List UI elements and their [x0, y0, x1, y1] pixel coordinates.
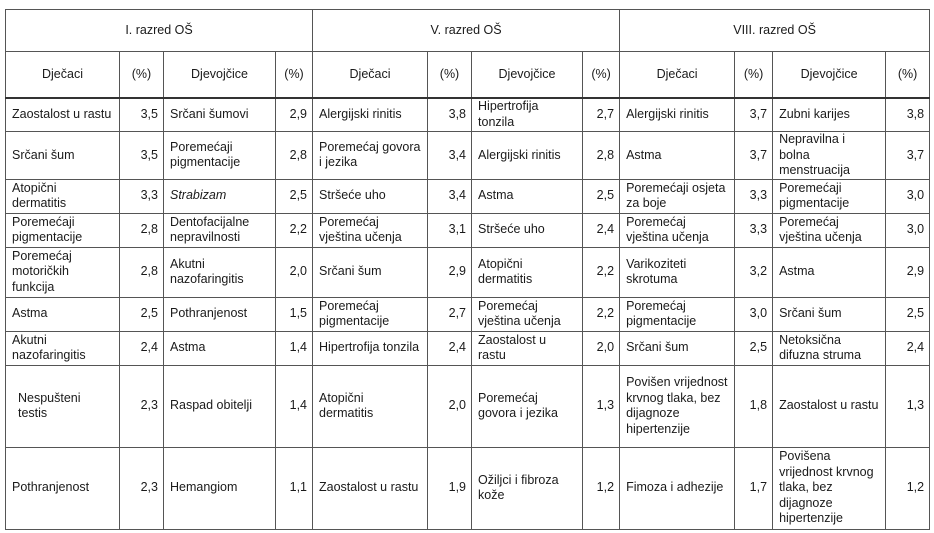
percent-cell: 2,5 [120, 297, 164, 331]
condition-cell: Poremećaj govora i jezika [313, 132, 428, 180]
grade-header-viii: VIII. razred OŠ [620, 10, 930, 52]
condition-cell: Pothranjenost [6, 447, 120, 529]
percent-cell: 3,0 [886, 213, 930, 247]
col-header-pct: (%) [886, 52, 930, 98]
percent-cell: 2,9 [276, 98, 313, 132]
condition-cell: Netoksična difuzna struma [773, 331, 886, 365]
col-header-girls: Djevojčice [773, 52, 886, 98]
condition-cell: Nespušteni testis [6, 365, 120, 447]
percent-cell: 2,5 [735, 331, 773, 365]
percent-cell: 2,9 [428, 247, 472, 297]
condition-cell: Zubni karijes [773, 98, 886, 132]
percent-cell: 2,8 [276, 132, 313, 180]
percent-cell: 3,0 [886, 179, 930, 213]
percent-cell: 1,8 [735, 365, 773, 447]
percent-cell: 1,5 [276, 297, 313, 331]
col-header-pct: (%) [583, 52, 620, 98]
condition-cell: Zaostalost u rastu [472, 331, 583, 365]
grade-header-v: V. razred OŠ [313, 10, 620, 52]
percent-cell: 2,2 [583, 297, 620, 331]
percent-cell: 1,1 [276, 447, 313, 529]
table-row [6, 297, 930, 331]
percent-cell: 1,7 [735, 447, 773, 529]
percent-cell: 2,4 [583, 213, 620, 247]
prevalence-table [5, 9, 930, 530]
condition-cell: Atopični dermatitis [472, 247, 583, 297]
percent-cell: 2,8 [120, 213, 164, 247]
percent-cell: 1,3 [583, 365, 620, 447]
condition-cell: Hipertrofija tonzila [472, 98, 583, 132]
condition-cell: Poremećaji osjeta za boje [620, 179, 735, 213]
condition-cell: Astma [620, 132, 735, 180]
condition-cell: Astma [472, 179, 583, 213]
condition-cell: Srčani šum [313, 247, 428, 297]
table-body [6, 98, 930, 530]
condition-cell: Srčani šum [620, 331, 735, 365]
table-row [6, 447, 930, 529]
condition-cell: Povišen vrijednost krvnog tlaka, bez dijagnoze hipertenzije [620, 365, 735, 447]
percent-cell: 3,5 [120, 98, 164, 132]
col-header-pct: (%) [735, 52, 773, 98]
condition-cell: Zaostalost u rastu [313, 447, 428, 529]
condition-cell: Poremećaj vještina učenja [773, 213, 886, 247]
table-row [6, 365, 930, 447]
percent-cell: 3,2 [735, 247, 773, 297]
grade-header-i: I. razred OŠ [6, 10, 313, 52]
percent-cell: 2,8 [583, 132, 620, 180]
condition-cell: Stršeće uho [313, 179, 428, 213]
percent-cell: 1,2 [583, 447, 620, 529]
condition-cell: Poremećaj vještina učenja [620, 213, 735, 247]
percent-cell: 3,4 [428, 179, 472, 213]
condition-cell: Poremećaji pigmentacije [164, 132, 276, 180]
table-row [6, 132, 930, 180]
percent-cell: 2,2 [583, 247, 620, 297]
percent-cell: 3,3 [735, 179, 773, 213]
condition-cell: Hemangiom [164, 447, 276, 529]
table-row [6, 179, 930, 213]
condition-cell: Alergijski rinitis [620, 98, 735, 132]
percent-cell: 3,7 [735, 132, 773, 180]
column-header-row [6, 52, 930, 98]
percent-cell: 3,3 [735, 213, 773, 247]
percent-cell: 2,2 [276, 213, 313, 247]
condition-cell: Nepravilna i bolna menstruacija [773, 132, 886, 180]
col-header-girls: Djevojčice [472, 52, 583, 98]
condition-cell: Poremećaj vještina učenja [313, 213, 428, 247]
percent-cell: 2,5 [583, 179, 620, 213]
table-row [6, 247, 930, 297]
condition-cell: Atopični dermatitis [313, 365, 428, 447]
percent-cell: 1,3 [886, 365, 930, 447]
col-header-boys: Dječaci [313, 52, 428, 98]
condition-cell: Alergijski rinitis [472, 132, 583, 180]
condition-cell: Poremećaj pigmentacije [313, 297, 428, 331]
percent-cell: 2,4 [120, 331, 164, 365]
percent-cell: 1,4 [276, 365, 313, 447]
percent-cell: 3,8 [428, 98, 472, 132]
percent-cell: 3,0 [735, 297, 773, 331]
condition-cell: Akutni nazofaringitis [6, 331, 120, 365]
condition-cell: Varikoziteti skrotuma [620, 247, 735, 297]
condition-cell: Poremećaji pigmentacije [773, 179, 886, 213]
percent-cell: 2,4 [886, 331, 930, 365]
condition-cell: Raspad obitelji [164, 365, 276, 447]
col-header-boys: Dječaci [6, 52, 120, 98]
table-row [6, 331, 930, 365]
table-row [6, 213, 930, 247]
percent-cell: 2,9 [886, 247, 930, 297]
col-header-pct: (%) [120, 52, 164, 98]
percent-cell: 2,3 [120, 447, 164, 529]
condition-cell: Poremećaj vještina učenja [472, 297, 583, 331]
condition-cell: Poremećaj motoričkih funkcija [6, 247, 120, 297]
condition-cell: Alergijski rinitis [313, 98, 428, 132]
condition-cell: Atopični dermatitis [6, 179, 120, 213]
condition-cell: Fimoza i adhezije [620, 447, 735, 529]
percent-cell: 1,9 [428, 447, 472, 529]
condition-cell: Strabizam [164, 179, 276, 213]
percent-cell: 2,0 [428, 365, 472, 447]
percent-cell: 2,5 [886, 297, 930, 331]
percent-cell: 1,2 [886, 447, 930, 529]
condition-cell: Zaostalost u rastu [6, 98, 120, 132]
percent-cell: 3,1 [428, 213, 472, 247]
percent-cell: 3,7 [735, 98, 773, 132]
condition-cell: Poremećaj pigmentacije [620, 297, 735, 331]
percent-cell: 2,0 [583, 331, 620, 365]
col-header-pct: (%) [428, 52, 472, 98]
condition-cell: Poremećaj govora i jezika [472, 365, 583, 447]
percent-cell: 1,4 [276, 331, 313, 365]
percent-cell: 2,4 [428, 331, 472, 365]
percent-cell: 2,7 [583, 98, 620, 132]
condition-cell: Astma [164, 331, 276, 365]
condition-cell: Srčani šum [773, 297, 886, 331]
percent-cell: 2,0 [276, 247, 313, 297]
condition-cell: Stršeće uho [472, 213, 583, 247]
grade-header-row [6, 10, 930, 52]
condition-cell: Srčani šumovi [164, 98, 276, 132]
condition-cell: Povišena vrijednost krvnog tlaka, bez dijagnoze hipertenzije [773, 447, 886, 529]
condition-cell: Ožiljci i fibroza kože [472, 447, 583, 529]
condition-cell: Astma [6, 297, 120, 331]
percent-cell: 2,8 [120, 247, 164, 297]
condition-cell: Pothranjenost [164, 297, 276, 331]
percent-cell: 3,3 [120, 179, 164, 213]
percent-cell: 3,8 [886, 98, 930, 132]
condition-cell: Hipertrofija tonzila [313, 331, 428, 365]
percent-cell: 3,5 [120, 132, 164, 180]
percent-cell: 2,3 [120, 365, 164, 447]
percent-cell: 3,7 [886, 132, 930, 180]
col-header-girls: Djevojčice [164, 52, 276, 98]
percent-cell: 3,4 [428, 132, 472, 180]
percent-cell: 2,5 [276, 179, 313, 213]
percent-cell: 2,7 [428, 297, 472, 331]
col-header-boys: Dječaci [620, 52, 735, 98]
col-header-pct: (%) [276, 52, 313, 98]
condition-cell: Dentofacijalne nepravilnosti [164, 213, 276, 247]
condition-cell: Zaostalost u rastu [773, 365, 886, 447]
condition-cell: Akutni nazofaringitis [164, 247, 276, 297]
table-row [6, 98, 930, 132]
condition-cell: Astma [773, 247, 886, 297]
condition-cell: Poremećaji pigmentacije [6, 213, 120, 247]
condition-cell: Srčani šum [6, 132, 120, 180]
